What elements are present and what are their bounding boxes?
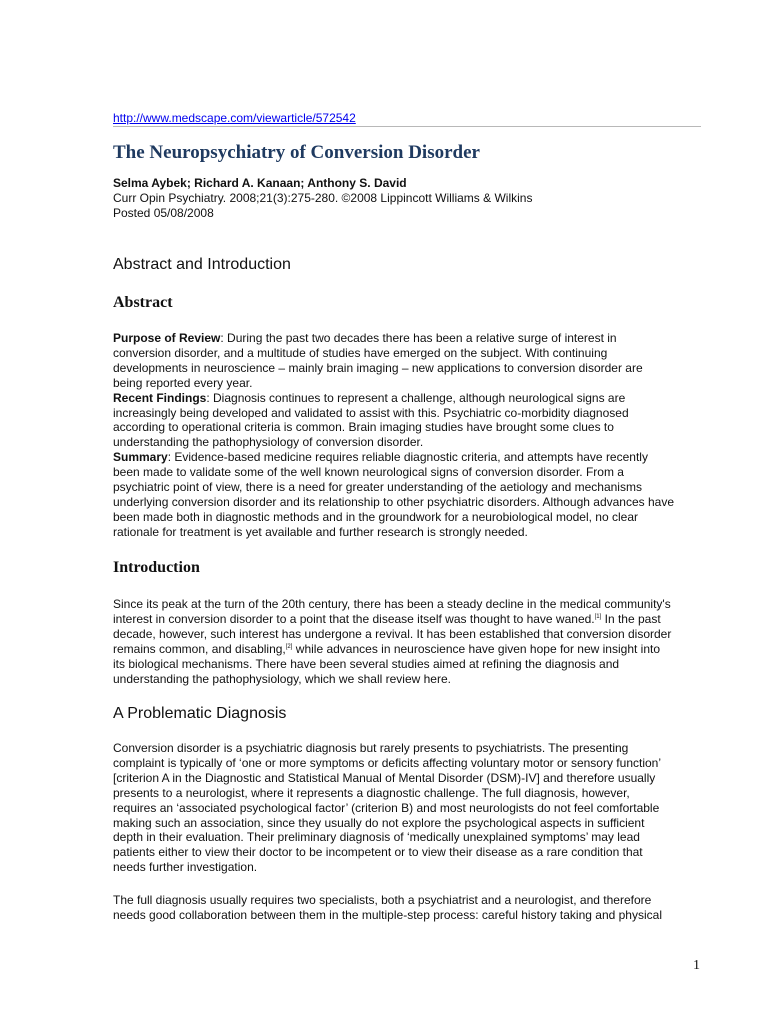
introduction-body — [113, 597, 701, 686]
abstract-line: been made both in diagnostic methods and in the groundwork for a neurobiological model, no clear — [113, 509, 638, 524]
heading-abstract: Abstract — [113, 294, 173, 311]
problematic-paragraph-2 — [113, 893, 701, 923]
abstract-line: underlying conversion disorder and its relationship to other psychiatric disorders. Although advances have — [113, 494, 674, 509]
intro-text: In the past — [601, 611, 661, 626]
intro-line: its biological mechanisms. There have been several studies aimed at refining the diagnosis and — [113, 656, 620, 671]
body-line: Conversion disorder is a psychiatric diagnosis but rarely presents to psychiatrists. The presenting — [113, 741, 629, 755]
reference-1-link[interactable]: [1] — [594, 613, 602, 620]
summary-text: : Evidence-based medicine requires reliable diagnostic criteria, and attempts have recently — [167, 450, 648, 465]
abstract-line — [113, 450, 701, 465]
body-line: complaint is typically of ‘one or more symptoms or deficits affecting voluntary motor or sensory function’ — [113, 755, 662, 770]
findings-label: Recent Findings — [113, 390, 207, 405]
intro-line: understanding the pathophysiology, which we shall review here. — [113, 671, 451, 686]
body-line: making such an association, since they usually do not explore the psychological aspects in sufficient — [113, 815, 645, 830]
abstract-line: developments in neuroscience – mainly brain imaging – new applications to conversion disorder are — [113, 360, 643, 375]
abstract-line: understanding the pathophysiology of conversion disorder. — [113, 435, 424, 450]
intro-line — [113, 612, 701, 627]
heading-abstract-and-introduction: Abstract and Introduction — [113, 256, 291, 273]
intro-line — [113, 642, 701, 657]
intro-text: while advances in neuroscience have given hope for new insight into — [292, 641, 661, 656]
body-line: patients either to view their doctor to be incompetent or to view their disease as a rare condition that — [113, 845, 643, 860]
posted-date: Posted 05/08/2008 — [113, 206, 214, 220]
intro-text: remains common, and disabling, — [113, 641, 286, 656]
abstract-body — [113, 331, 701, 540]
body-line: depth in their evaluation. Their preliminary diagnosis of ‘medically unexplained symptoms’ may lead — [113, 830, 640, 845]
abstract-line — [113, 391, 701, 406]
purpose-text: : During the past two decades there has been a relative surge of interest in — [220, 331, 617, 345]
problematic-paragraph-1 — [113, 741, 701, 875]
abstract-line: increasingly being developed and validated to assist with this. Psychiatric co-morbidity diagnosed — [113, 405, 629, 420]
article-title: The Neuropsychiatry of Conversion Disorder — [113, 142, 480, 163]
body-line: [criterion A in the Diagnostic and Statistical Manual of Mental Disorder (DSM)-IV] and therefore usually — [113, 770, 656, 785]
body-line: needs further investigation. — [113, 860, 258, 875]
body-line: presents to a neurologist, where it represents a diagnostic challenge. The full diagnosis, however, — [113, 785, 630, 800]
abstract-line: psychiatric point of view, there is a need for greater understanding of the aetiology and mechanisms — [113, 480, 642, 495]
intro-line: decade, however, such interest has undergone a revival. It has been established that conversion disorder — [113, 626, 672, 641]
abstract-line — [113, 331, 701, 346]
body-line: The full diagnosis usually requires two specialists, both a psychiatrist and a neurologist, and therefore — [113, 893, 652, 907]
intro-line: Since its peak at the turn of the 20th century, there has been a steady decline in the medical community's — [113, 597, 671, 611]
body-line: needs good collaboration between them in the multiple-step process: careful history taking and physical — [113, 907, 662, 922]
authors: Selma Aybek; Richard A. Kanaan; Anthony S. David — [113, 176, 407, 190]
body-line: requires an ‘associated psychological factor’ (criterion B) and most neurologists do not feel comfortable — [113, 800, 660, 815]
header-divider — [113, 126, 701, 127]
reference-2-link[interactable]: [2] — [285, 643, 293, 650]
abstract-line: being reported every year. — [113, 375, 253, 390]
article-url-link[interactable]: http://www.medscape.com/viewarticle/572542 — [113, 111, 356, 125]
abstract-line: been made to validate some of the well known neurological signs of conversion disorder. From a — [113, 465, 624, 480]
abstract-line: according to operational criteria is common. Brain imaging studies have brought some clues to — [113, 420, 614, 435]
heading-introduction: Introduction — [113, 559, 200, 576]
intro-text: interest in conversion disorder to a point that the disease itself was thought to have waned. — [113, 611, 595, 626]
findings-text: : Diagnosis continues to represent a challenge, although neurological signs are — [206, 390, 626, 405]
citation: Curr Opin Psychiatry. 2008;21(3):275-280. ©2008 Lippincott Williams & Wilkins — [113, 191, 533, 205]
summary-label: Summary — [113, 450, 168, 465]
purpose-label: Purpose of Review — [113, 331, 221, 345]
page-number: 1 — [693, 958, 700, 973]
abstract-line: rationale for treatment is yet available and further research is strongly needed. — [113, 524, 528, 539]
heading-problematic-diagnosis: A Problematic Diagnosis — [113, 705, 287, 722]
abstract-line: conversion disorder, and a multitude of studies have emerged on the subject. With continuing — [113, 345, 608, 360]
